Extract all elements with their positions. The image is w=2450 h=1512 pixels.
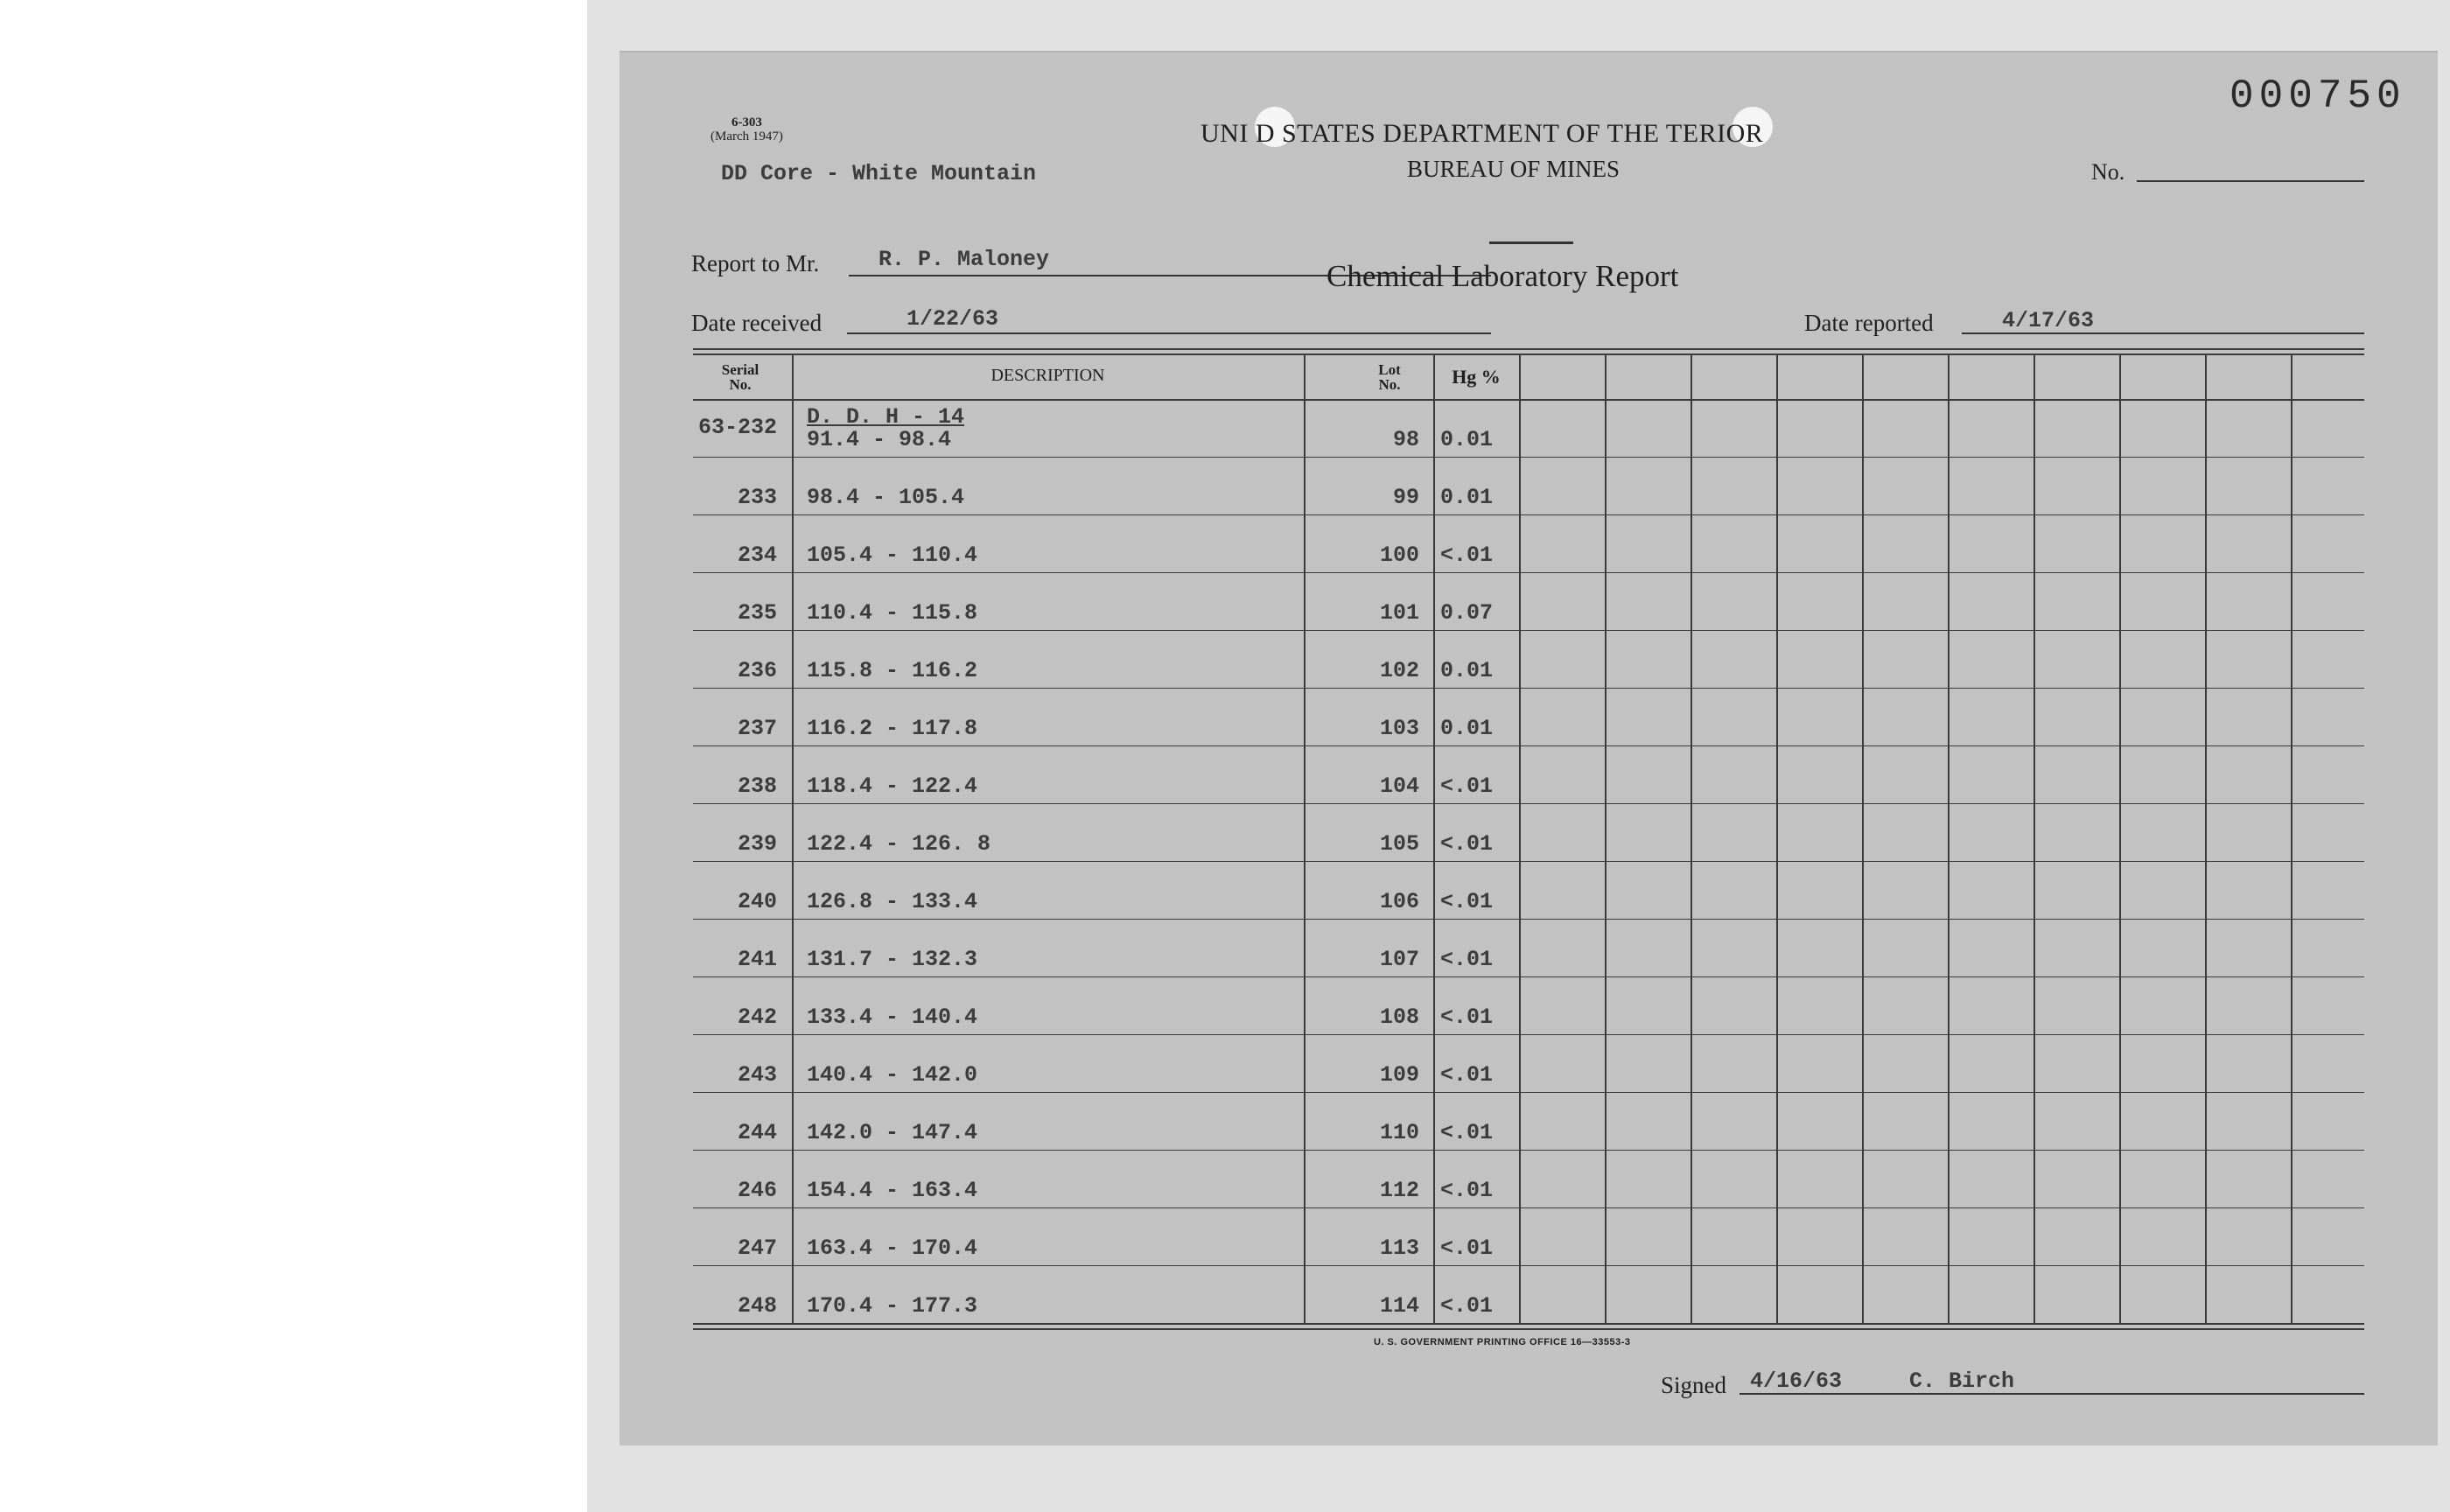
hg-percent-cell: <.01 bbox=[1440, 1062, 1494, 1088]
table-top-rule bbox=[693, 348, 2364, 350]
lot-number-cell: 110 bbox=[1379, 1120, 1419, 1145]
row-rule bbox=[693, 688, 2364, 689]
description-cell: 110.4 - 115.8 bbox=[807, 600, 978, 626]
description-cell: 133.4 - 140.4 bbox=[807, 1004, 978, 1030]
lot-number-cell: 104 bbox=[1379, 774, 1419, 799]
column-divider bbox=[2291, 354, 2292, 1323]
column-divider bbox=[792, 354, 794, 1323]
serial-number-cell: 233 bbox=[737, 485, 777, 510]
description-cell: 118.4 - 122.4 bbox=[807, 774, 978, 799]
hg-percent-cell: 0.07 bbox=[1440, 600, 1494, 626]
serial-number-cell: 238 bbox=[737, 774, 777, 799]
serial-number-cell: 239 bbox=[737, 831, 777, 857]
row-rule bbox=[693, 919, 2364, 920]
table-bottom-rule bbox=[693, 1323, 2364, 1325]
document-number: 000750 bbox=[2230, 74, 2406, 119]
hg-percent-cell: 0.01 bbox=[1440, 427, 1494, 452]
hg-percent-cell: 0.01 bbox=[1440, 716, 1494, 741]
column-divider bbox=[1519, 354, 1521, 1323]
column-divider bbox=[2119, 354, 2121, 1323]
lot-number-cell: 101 bbox=[1379, 600, 1419, 626]
bureau-title: BUREAU OF MINES bbox=[1407, 156, 1620, 182]
description-cell: 154.4 - 163.4 bbox=[807, 1178, 978, 1203]
printing-office-note: U. S. GOVERNMENT PRINTING OFFICE 16—33553-3 bbox=[1374, 1337, 1631, 1348]
row-rule bbox=[693, 861, 2364, 862]
hg-percent-cell: <.01 bbox=[1440, 1178, 1494, 1203]
header-serial: Serial No. bbox=[721, 361, 760, 393]
table-bottom-rule bbox=[693, 1328, 2364, 1330]
row-rule bbox=[693, 1034, 2364, 1035]
form-number-block bbox=[710, 116, 783, 144]
serial-number-cell: 235 bbox=[737, 600, 777, 626]
no-field-line bbox=[2137, 180, 2364, 182]
drill-hole-label: D. D. H - 14 bbox=[807, 404, 965, 430]
row-rule bbox=[693, 630, 2364, 631]
title-rule bbox=[1489, 242, 1573, 244]
serial-number-cell: 237 bbox=[737, 716, 777, 741]
description-cell: 122.4 - 126. 8 bbox=[807, 831, 991, 857]
row-rule bbox=[693, 514, 2364, 515]
hg-percent-cell: <.01 bbox=[1440, 889, 1494, 914]
row-rule bbox=[693, 457, 2364, 458]
column-divider bbox=[2034, 354, 2035, 1323]
row-rule bbox=[693, 1150, 2364, 1151]
lot-number-cell: 99 bbox=[1392, 485, 1419, 510]
description-cell: 98.4 - 105.4 bbox=[807, 485, 965, 510]
hg-percent-cell: <.01 bbox=[1440, 947, 1494, 972]
signed-name: C. Birch bbox=[1909, 1368, 2015, 1394]
report-title: Chemical Laboratory Report bbox=[1326, 259, 1679, 293]
date-received-value: 1/22/63 bbox=[906, 306, 999, 332]
form-date: (March 1947) bbox=[710, 130, 783, 144]
hg-percent-cell: <.01 bbox=[1440, 1236, 1494, 1261]
column-divider bbox=[1433, 354, 1435, 1323]
description-cell: 91.4 - 98.4 bbox=[807, 427, 952, 452]
header-hg: Hg % bbox=[1452, 366, 1501, 388]
row-rule bbox=[693, 572, 2364, 573]
column-divider bbox=[1776, 354, 1778, 1323]
signed-label: Signed bbox=[1661, 1372, 1727, 1398]
report-to-name: R. P. Maloney bbox=[878, 247, 1050, 272]
hg-percent-cell: <.01 bbox=[1440, 831, 1494, 857]
description-cell: 170.4 - 177.3 bbox=[807, 1293, 978, 1319]
lot-number-cell: 113 bbox=[1379, 1236, 1419, 1261]
lot-number-cell: 105 bbox=[1379, 831, 1419, 857]
hg-percent-cell: <.01 bbox=[1440, 774, 1494, 799]
date-reported-line bbox=[1962, 332, 2364, 334]
description-cell: 116.2 - 117.8 bbox=[807, 716, 978, 741]
lot-number-cell: 112 bbox=[1379, 1178, 1419, 1203]
serial-number-cell: 248 bbox=[737, 1293, 777, 1319]
column-divider bbox=[2205, 354, 2207, 1323]
column-divider bbox=[1690, 354, 1692, 1323]
description-cell: 126.8 - 133.4 bbox=[807, 889, 978, 914]
project-name: DD Core - White Mountain bbox=[721, 161, 1037, 186]
date-received-line bbox=[847, 332, 1491, 334]
column-divider bbox=[1304, 354, 1306, 1323]
table-header-rule bbox=[693, 399, 2364, 401]
serial-number-cell: 240 bbox=[737, 889, 777, 914]
serial-number-cell: 246 bbox=[737, 1178, 777, 1203]
hg-percent-cell: 0.01 bbox=[1440, 485, 1494, 510]
hg-percent-cell: 0.01 bbox=[1440, 658, 1494, 683]
agency-title: UNI D STATES DEPARTMENT OF THE TERIOR bbox=[1200, 119, 1764, 148]
no-label: No. bbox=[2091, 159, 2125, 185]
serial-number-cell: 244 bbox=[737, 1120, 777, 1145]
description-cell: 142.0 - 147.4 bbox=[807, 1120, 978, 1145]
hg-percent-cell: <.01 bbox=[1440, 1004, 1494, 1030]
description-cell: 115.8 - 116.2 bbox=[807, 658, 978, 683]
serial-number-cell: 241 bbox=[737, 947, 777, 972]
serial-number-cell: 63-232 bbox=[697, 415, 777, 440]
date-reported-value: 4/17/63 bbox=[2002, 308, 2095, 333]
lot-number-cell: 108 bbox=[1379, 1004, 1419, 1030]
lot-number-cell: 106 bbox=[1379, 889, 1419, 914]
row-rule bbox=[693, 1092, 2364, 1093]
table-top-rule bbox=[693, 354, 2364, 355]
serial-number-cell: 234 bbox=[737, 542, 777, 568]
lot-number-cell: 98 bbox=[1392, 427, 1419, 452]
description-cell: 105.4 - 110.4 bbox=[807, 542, 978, 568]
lot-number-cell: 109 bbox=[1379, 1062, 1419, 1088]
header-description: DESCRIPTION bbox=[990, 366, 1105, 385]
date-reported-label: Date reported bbox=[1804, 310, 1934, 336]
date-received-label: Date received bbox=[691, 310, 822, 336]
report-card bbox=[620, 51, 2438, 1446]
serial-number-cell: 243 bbox=[737, 1062, 777, 1088]
report-to-label: Report to Mr. bbox=[691, 250, 820, 276]
column-divider bbox=[1948, 354, 1950, 1323]
lot-number-cell: 107 bbox=[1379, 947, 1419, 972]
hg-percent-cell: <.01 bbox=[1440, 1120, 1494, 1145]
serial-number-cell: 236 bbox=[737, 658, 777, 683]
form-number: 6-303 bbox=[731, 116, 762, 130]
description-cell: 163.4 - 170.4 bbox=[807, 1236, 978, 1261]
row-rule bbox=[693, 1265, 2364, 1266]
row-rule bbox=[693, 803, 2364, 804]
description-cell: 131.7 - 132.3 bbox=[807, 947, 978, 972]
lot-number-cell: 114 bbox=[1379, 1293, 1419, 1319]
header-lot: Lot No. bbox=[1378, 361, 1401, 393]
column-divider bbox=[1862, 354, 1864, 1323]
lot-number-cell: 103 bbox=[1379, 716, 1419, 741]
serial-number-cell: 247 bbox=[737, 1236, 777, 1261]
description-cell: 140.4 - 142.0 bbox=[807, 1062, 978, 1088]
signed-date: 4/16/63 bbox=[1750, 1368, 1843, 1394]
lot-number-cell: 100 bbox=[1379, 542, 1419, 568]
signature-line bbox=[1740, 1393, 2364, 1395]
hg-percent-cell: <.01 bbox=[1440, 1293, 1494, 1319]
hg-percent-cell: <.01 bbox=[1440, 542, 1494, 568]
serial-number-cell: 242 bbox=[737, 1004, 777, 1030]
row-rule bbox=[693, 976, 2364, 977]
lot-number-cell: 102 bbox=[1379, 658, 1419, 683]
column-divider bbox=[1605, 354, 1606, 1323]
